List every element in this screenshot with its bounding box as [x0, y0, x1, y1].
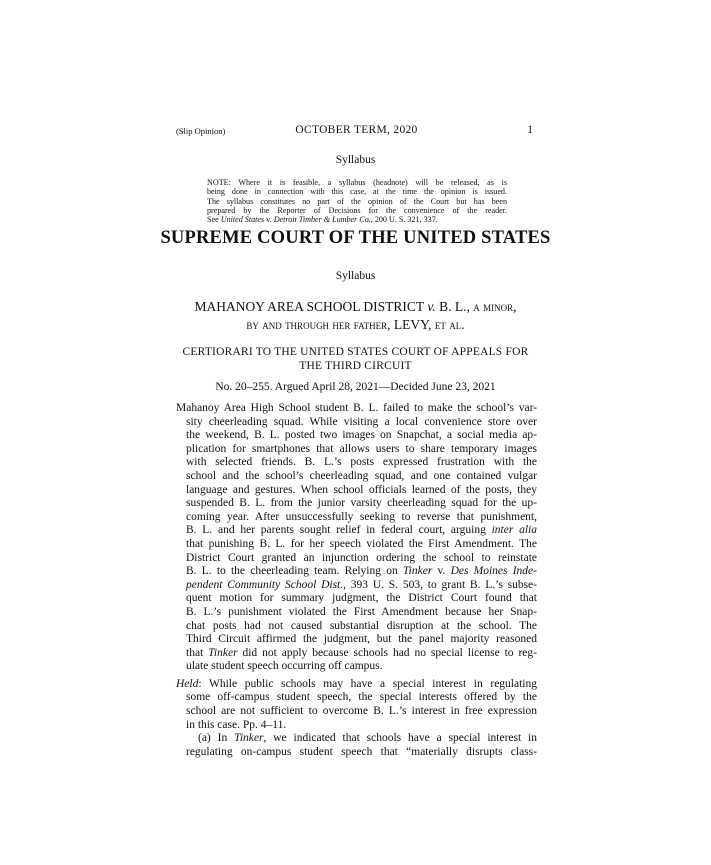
- caption-by-father: by and through her father,: [246, 317, 394, 332]
- certiorari-heading: [0, 346, 711, 373]
- body-text: , 393 U. S. 503, to grant B. L.’s subse-: [343, 578, 537, 591]
- body-italic: Tinker: [208, 646, 238, 659]
- note-cite: , 200 U. S. 321, 337.: [370, 215, 438, 225]
- body-text: did not apply because schools had no special license to reg-: [237, 646, 537, 659]
- slip-opinion-label: (Slip Opinion): [176, 126, 226, 136]
- body-line: plication for smartphones that allows users to share temporary images: [186, 442, 537, 455]
- caption-respondent: B. L.,: [435, 299, 474, 314]
- caption-levy: LEVY,: [393, 317, 432, 332]
- certiorari-line: THE THIRD CIRCUIT: [299, 359, 412, 372]
- body-line: school are not sufficient to overcome B. L.’s interest in free expression: [186, 705, 537, 718]
- court-title: SUPREME COURT OF THE UNITED STATES: [160, 228, 551, 248]
- body-text: v.: [432, 565, 451, 578]
- body-line: [176, 524, 537, 538]
- body-line: some off-campus student speech, the special interests offered by the: [186, 691, 537, 704]
- body-line: language and gestures. When school officials learned of the posts, they: [186, 483, 537, 496]
- caption-versus: v.: [427, 299, 436, 314]
- note-line: The syllabus constitutes no part of the opinion of the Court but has been: [207, 196, 507, 206]
- body-text: that: [186, 646, 209, 659]
- body-line: in this case. Pp. 4–11.: [186, 718, 287, 731]
- note-see: See: [207, 215, 221, 225]
- note-versus: v.: [264, 215, 274, 225]
- body-line: school and the school’s cheerleading squad, and one contained vulgar: [186, 469, 537, 482]
- body-line: ulate student speech occurring off campus.: [186, 660, 383, 673]
- reporter-note: [207, 178, 507, 224]
- note-case-name-1: United States: [220, 215, 265, 225]
- body-italic: inter alia: [491, 524, 537, 537]
- body-line: B. L.’s punishment violated the First Amendment because her Snap-: [186, 605, 537, 618]
- body-line: District Court granted an injunction ordering the school to reinstate: [186, 551, 537, 564]
- caption-line-1: [0, 298, 711, 316]
- held-line: [176, 678, 537, 692]
- body-line: suspended B. L. from the junior varsity cheerleading squad for the up-: [186, 497, 537, 510]
- body-line: [176, 647, 537, 661]
- page-number: 1: [527, 124, 533, 136]
- certiorari-line: CERTIORARI TO THE UNITED STATES COURT OF APPEALS FOR: [182, 346, 529, 358]
- note-case-name-2: Detroit Timber & Lumber Co.: [273, 215, 371, 225]
- note-line: being done in connection with this case, at the time the opinion is issued.: [207, 187, 507, 197]
- body-line: Mahanoy Area High School student B. L. failed to make the school’s var-: [176, 402, 537, 414]
- caption-et-al: et al.: [431, 317, 465, 332]
- body-italic: pendent Community School Dist.: [186, 578, 344, 591]
- note-line-citation: [207, 215, 507, 224]
- page-header: [176, 124, 537, 142]
- caption-minor: a minor,: [473, 299, 517, 314]
- body-line: [176, 732, 537, 746]
- body-text: (a) In: [198, 732, 235, 745]
- body-text: , we indicated that schools have a special interest in: [263, 732, 538, 745]
- case-caption: [0, 298, 711, 334]
- body-line: [176, 579, 537, 593]
- body-italic: Tinker: [402, 565, 433, 578]
- body-text: : While public schools may have a special interest in regulating: [198, 677, 537, 690]
- body-text: B. L. and her parents sought relief in federal court, arguing: [186, 524, 492, 537]
- note-line: NOTE: Where it is feasible, a syllabus (headnote) will be released, as is: [207, 178, 507, 187]
- body-line: with selected friends. B. L.’s posts expressed frustration with the: [186, 456, 537, 469]
- body-line: chat posts had not caused substantial disruption at the school. The: [186, 619, 537, 632]
- body-italic: Tinker: [234, 732, 264, 745]
- syllabus-heading-top: Syllabus: [335, 154, 376, 166]
- caption-petitioner: MAHANOY AREA SCHOOL DISTRICT: [194, 299, 428, 314]
- body-italic: Des Moines Inde-: [450, 565, 537, 578]
- body-text: B. L. to the cheerleading team. Relying on: [186, 565, 403, 578]
- body-line: coming year. After unsuccessfully seeking to reverse that punishment,: [186, 510, 537, 523]
- term-label: OCTOBER TERM, 2020: [295, 124, 418, 136]
- docket-line: No. 20–255. Argued April 28, 2021—Decided June 23, 2021: [215, 381, 496, 393]
- syllabus-body: [176, 402, 537, 759]
- caption-line-2: [0, 316, 711, 334]
- body-line: the weekend, B. L. posted two images on Snapchat, a social media ap-: [186, 429, 537, 442]
- body-line: sity cheerleading squad. While visiting a local convenience store over: [186, 415, 537, 428]
- note-line: prepared by the Reporter of Decisions for the convenience of the reader.: [207, 205, 507, 215]
- body-line: Third Circuit affirmed the judgment, but the panel majority reasoned: [186, 633, 537, 646]
- syllabus-heading: Syllabus: [335, 270, 376, 282]
- body-line: that punishing B. L. for her speech violated the First Amendment. The: [186, 537, 537, 550]
- held-label: Held: [176, 677, 199, 690]
- body-line: [176, 565, 537, 579]
- body-line: regulating on-campus student speech that “materially disrupts class-: [186, 745, 537, 758]
- body-line: quent motion for summary judgment, the District Court found that: [186, 592, 537, 605]
